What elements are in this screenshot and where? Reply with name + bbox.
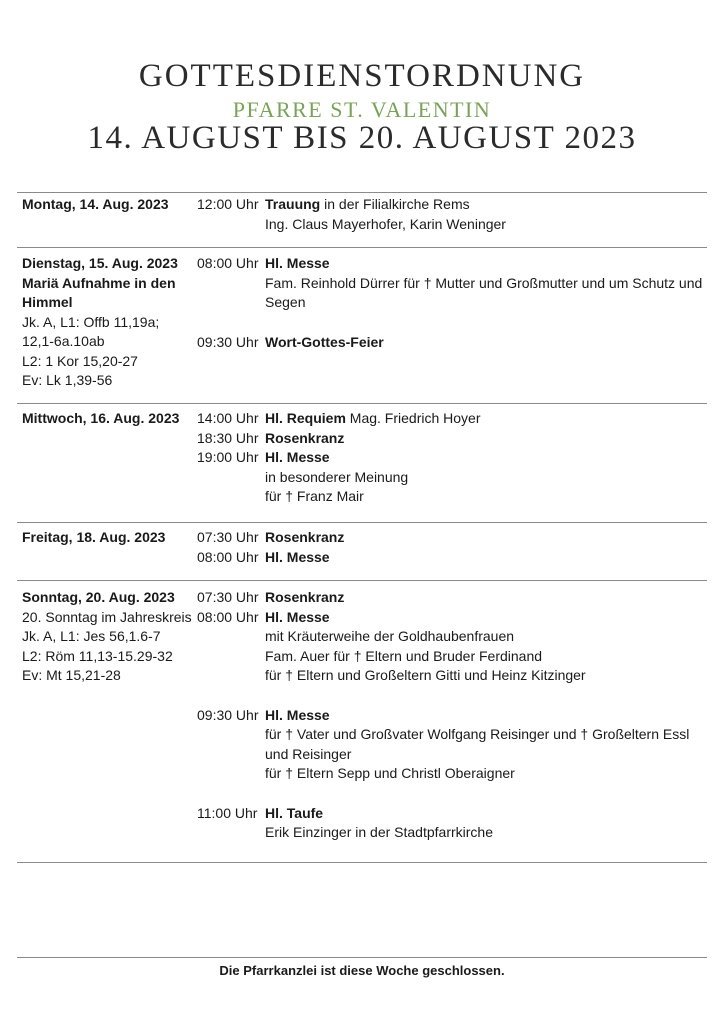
service-detail: für † Eltern Sepp und Christl Oberaigner — [265, 765, 515, 781]
reading-note: L2: Röm 11,13-15.29-32 — [22, 647, 173, 664]
reading-note: Jk. A, L1: Offb 11,19a; 12,1-6a.10ab — [22, 313, 160, 349]
service-name: Hl. Messe — [265, 608, 330, 625]
day-date: Freitag, 18. Aug. 2023 — [22, 529, 166, 545]
parish-name: PFARRE ST. VALENTIN — [232, 97, 492, 122]
service-name: Hl. Requiem — [265, 410, 346, 426]
service-time: 12:00 Uhr — [197, 196, 259, 212]
service-detail: für † Eltern und Großeltern Gitti und Heinz Kitzinger — [265, 667, 586, 683]
service-time: 08:00 Uhr — [197, 255, 259, 271]
service-name: Rosenkranz — [265, 529, 345, 545]
service-time: 08:00 Uhr — [197, 548, 259, 565]
page-title: GOTTESDIENSTORDNUNG — [138, 58, 586, 94]
day-date: Sonntag, 20. Aug. 2023 — [22, 589, 175, 605]
service-detail: in besonderer Meinung — [265, 468, 409, 485]
divider — [17, 580, 707, 581]
service-entry — [197, 548, 707, 568]
service-entry — [197, 588, 707, 608]
service-detail: Fam. Auer für † Eltern und Bruder Ferdinand — [265, 647, 543, 664]
service-name: Hl. Messe — [265, 548, 330, 565]
divider — [17, 192, 707, 193]
service-time: 07:30 Uhr — [197, 529, 259, 545]
service-time: 09:30 Uhr — [197, 706, 259, 723]
service-entry — [197, 706, 707, 784]
service-time: 07:30 Uhr — [197, 589, 259, 605]
feast-note: 20. Sonntag im Jahreskreis — [22, 608, 192, 625]
office-notice: Die Pfarrkanzlei ist diese Woche geschlossen. — [219, 963, 505, 978]
service-name: Wort-Gottes-Feier — [265, 333, 384, 350]
service-time: 14:00 Uhr — [197, 410, 259, 426]
reading-note: Jk. A, L1: Jes 56,1.6-7 — [22, 628, 161, 644]
service-time: 18:30 Uhr — [197, 429, 259, 446]
service-entry — [197, 254, 707, 313]
service-entry — [197, 448, 707, 507]
service-detail: Erik Einzinger in der Stadtpfarrkirche — [265, 824, 493, 840]
service-detail: für † Vater und Großvater Wolfgang Reisinger und † Großeltern Essl und Reisinger — [265, 726, 690, 762]
service-entry — [197, 333, 707, 353]
divider — [17, 957, 707, 958]
service-entry — [197, 409, 707, 429]
service-entry — [197, 804, 707, 843]
divider — [17, 522, 707, 523]
service-name: Hl. Taufe — [265, 804, 324, 821]
service-name: Trauung — [265, 196, 321, 212]
reading-note: Ev: Mt 15,21-28 — [22, 667, 121, 683]
service-detail: für † Franz Mair — [265, 488, 364, 504]
service-entry — [197, 528, 707, 548]
service-time: 09:30 Uhr — [197, 333, 259, 350]
service-time: 11:00 Uhr — [197, 804, 258, 821]
service-entry — [197, 195, 707, 234]
service-name: Hl. Messe — [265, 449, 330, 465]
date-range: 14. AUGUST BIS 20. AUGUST 2023 — [87, 120, 637, 156]
service-extra: Mag. Friedrich Hoyer — [345, 410, 481, 426]
service-extra: in der Filialkirche Rems — [320, 196, 470, 212]
day-date: Montag, 14. Aug. 2023 — [22, 196, 169, 212]
day-date: Dienstag, 15. Aug. 2023 — [22, 255, 178, 271]
reading-note: L2: 1 Kor 15,20-27 — [22, 352, 138, 369]
reading-note: Ev: Lk 1,39-56 — [22, 372, 113, 388]
service-time: 19:00 Uhr — [197, 449, 259, 465]
divider — [17, 247, 707, 248]
divider — [17, 403, 707, 404]
service-name: Hl. Messe — [265, 706, 330, 723]
service-time: 08:00 Uhr — [197, 608, 259, 625]
service-entry — [197, 608, 707, 686]
day-date: Mittwoch, 16. Aug. 2023 — [22, 410, 180, 426]
service-detail: Fam. Reinhold Dürrer für † Mutter und Großmutter und um Schutz und Segen — [265, 274, 703, 310]
service-name: Hl. Messe — [265, 255, 330, 271]
service-entry — [197, 429, 707, 449]
feast-name: Mariä Aufnahme in den Himmel — [22, 274, 176, 310]
divider — [17, 862, 707, 863]
service-name: Rosenkranz — [265, 589, 345, 605]
service-detail: mit Kräuterweihe der Goldhaubenfrauen — [265, 628, 515, 644]
service-name: Rosenkranz — [265, 429, 345, 446]
service-detail: Ing. Claus Mayerhofer, Karin Weninger — [265, 215, 506, 232]
